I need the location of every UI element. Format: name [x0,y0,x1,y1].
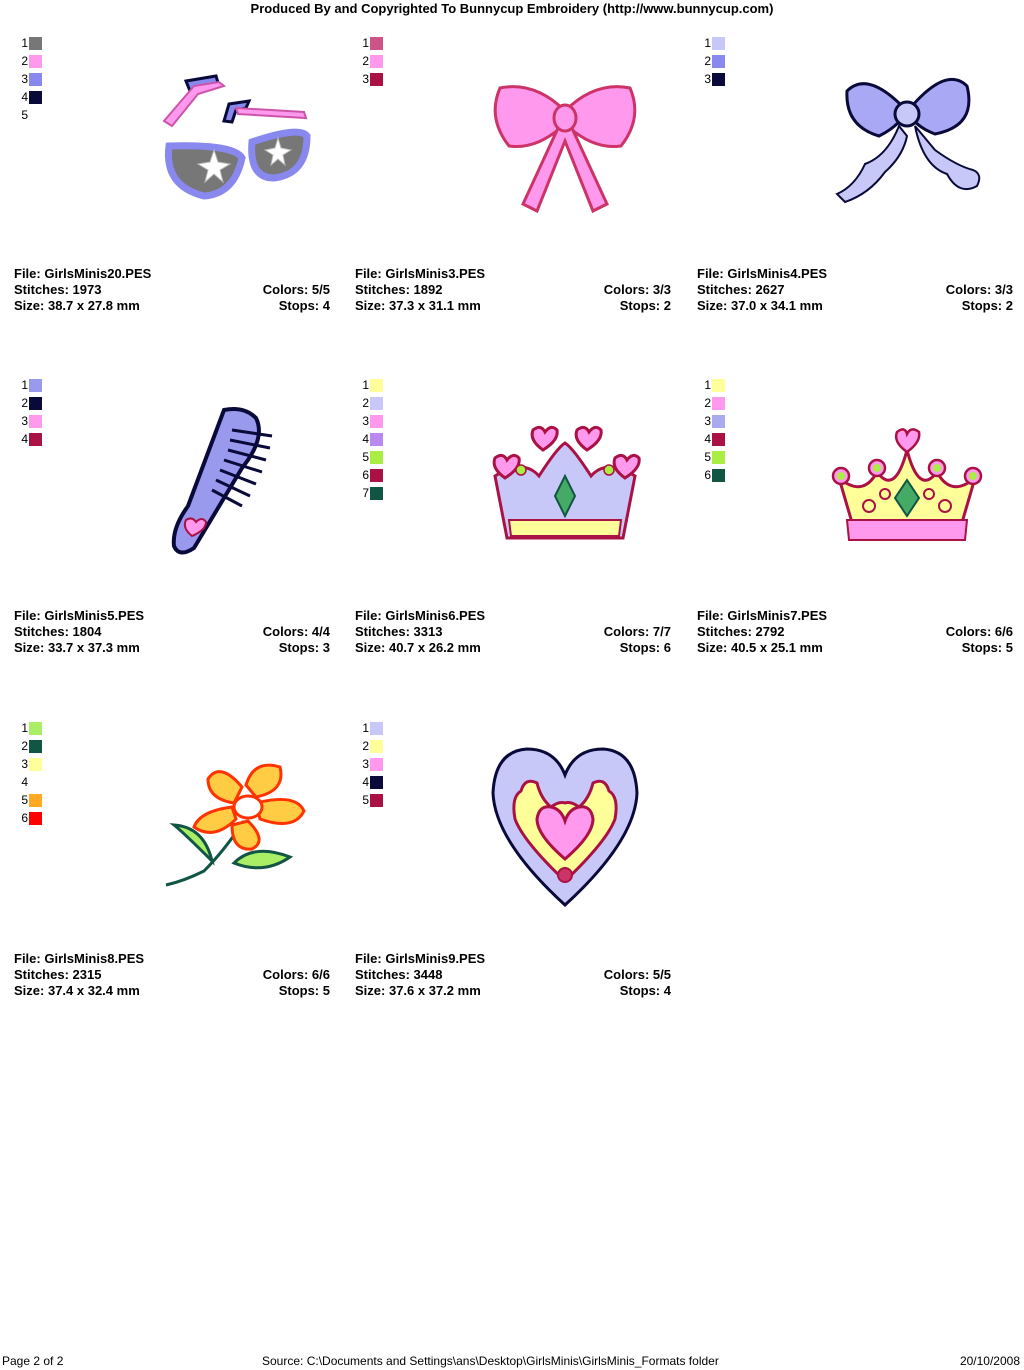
size-field: Size: 38.7 x 27.8 mm [14,298,140,313]
swatch-color [29,91,42,104]
color-swatch-row [20,719,42,737]
size-value: 37.3 x 31.1 mm [388,298,481,313]
colors-value: 4/4 [311,624,330,639]
design-card [14,16,330,313]
swatch-number: 5 [21,108,28,122]
color-swatch-row [20,809,42,827]
stitches-value: 3313 [413,624,443,639]
swatch-number: 4 [362,775,369,789]
swatch-number: 4 [362,432,369,446]
color-swatch-row [361,376,383,394]
swatch-number: 1 [21,36,28,50]
color-swatch-row [361,34,383,52]
stitches-value: 3448 [413,967,443,982]
size-field: Size: 37.6 x 37.2 mm [355,983,481,998]
design-info [14,951,330,999]
color-swatch-row [703,70,725,88]
swatch-number: 3 [362,757,369,771]
colors-field: Colors: 5/5 [603,967,671,982]
swatch-number: 2 [704,54,711,68]
design-card [14,701,330,998]
color-swatch-row [361,448,383,466]
stitches-field: Stitches: 3448 [355,967,443,982]
stitches-field: Stitches: 2627 [697,282,785,297]
stops-field: Stops: 3 [278,640,330,655]
swatch-number: 1 [362,721,369,735]
file-name: GirlsMinis4.PES [727,266,828,281]
color-swatch-row [361,484,383,502]
source-path: Source: C:\Documents and Settings\ans\Desktop\GirlsMinis\GirlsMinis_Formats folder [262,1354,719,1368]
color-swatch-row [361,755,383,773]
page-number: Page 2 of 2 [2,1354,64,1368]
swatch-color [370,469,383,482]
color-swatch-list [20,34,42,124]
swatch-color [29,812,42,825]
swatch-number: 1 [704,378,711,392]
swatch-number: 2 [362,739,369,753]
size-field: Size: 37.0 x 34.1 mm [697,298,823,313]
color-swatch-row [361,394,383,412]
size-field: Size: 37.3 x 31.1 mm [355,298,481,313]
file-name: GirlsMinis20.PES [44,266,152,281]
stitches-field: Stitches: 2315 [14,967,102,982]
swatch-color [370,73,383,86]
file-label: File: GirlsMinis8.PES [14,951,145,966]
swatch-number: 5 [21,793,28,807]
colors-field: Colors: 6/6 [262,967,330,982]
swatch-color [29,379,42,392]
swatch-number: 2 [21,396,28,410]
stitches-value: 1892 [413,282,443,297]
design-card [697,358,1013,655]
color-swatch-row [20,376,42,394]
swatch-number: 2 [362,54,369,68]
stitches-value: 1973 [72,282,102,297]
design-info [355,608,671,656]
color-swatch-row [703,34,725,52]
design-info [355,266,671,314]
crown-hearts-icon [465,388,665,568]
crown-jewels-icon [807,388,1007,568]
swatch-number: 7 [362,486,369,500]
stops-value: 5 [322,983,330,998]
stitches-field: Stitches: 2792 [697,624,785,639]
size-field: Size: 40.5 x 25.1 mm [697,640,823,655]
swatch-color [370,397,383,410]
file-label: File: GirlsMinis9.PES [355,951,486,966]
size-field: Size: 40.7 x 26.2 mm [355,640,481,655]
color-swatch-row [20,394,42,412]
size-value: 40.5 x 25.1 mm [730,640,823,655]
swatch-number: 3 [21,72,28,86]
swatch-color [712,379,725,392]
swatch-number: 1 [21,721,28,735]
size-value: 37.4 x 32.4 mm [47,983,140,998]
swatch-color [712,469,725,482]
sunglasses-icon [124,46,324,226]
swatch-color [29,722,42,735]
swatch-number: 1 [704,36,711,50]
design-info [14,608,330,656]
color-swatch-list [703,376,725,484]
swatch-color [370,451,383,464]
stops-value: 3 [322,640,330,655]
size-field: Size: 37.4 x 32.4 mm [14,983,140,998]
colors-value: 3/3 [652,282,671,297]
swatch-number: 2 [362,396,369,410]
swatch-number: 3 [362,72,369,86]
swatch-color [29,758,42,771]
swatch-color [29,397,42,410]
file-label: File: GirlsMinis6.PES [355,608,486,623]
colors-value: 6/6 [994,624,1013,639]
design-card [697,16,1013,313]
file-name: GirlsMinis5.PES [44,608,145,623]
color-swatch-row [361,430,383,448]
color-swatch-row [20,88,42,106]
color-swatch-row [703,376,725,394]
colors-field: Colors: 3/3 [603,282,671,297]
flower-icon [124,731,324,911]
colors-value: 7/7 [652,624,671,639]
stitches-value: 2627 [755,282,785,297]
color-swatch-row [361,70,383,88]
color-swatch-row [20,430,42,448]
color-swatch-list [20,719,42,827]
color-swatch-row [20,412,42,430]
color-swatch-row [703,412,725,430]
colors-field: Colors: 6/6 [945,624,1013,639]
stitches-field: Stitches: 1892 [355,282,443,297]
color-swatch-row [361,791,383,809]
color-swatch-row [20,34,42,52]
file-label: File: GirlsMinis3.PES [355,266,486,281]
heart-icon [465,731,665,911]
design-info [355,951,671,999]
swatch-color [29,37,42,50]
swatch-color [712,397,725,410]
file-name: GirlsMinis3.PES [385,266,486,281]
stops-field: Stops: 2 [961,298,1013,313]
file-label: File: GirlsMinis20.PES [14,266,152,281]
swatch-number: 1 [362,36,369,50]
color-swatch-row [20,52,42,70]
color-swatch-row [361,52,383,70]
color-swatch-row [703,52,725,70]
swatch-number: 6 [362,468,369,482]
comb-icon [124,388,324,568]
swatch-color [370,794,383,807]
stitches-value: 2315 [72,967,102,982]
swatch-color [370,37,383,50]
file-label: File: GirlsMinis4.PES [697,266,828,281]
color-swatch-row [20,106,42,124]
swatch-color [370,433,383,446]
swatch-color [29,433,42,446]
size-value: 40.7 x 26.2 mm [388,640,481,655]
stops-field: Stops: 5 [961,640,1013,655]
file-name: GirlsMinis6.PES [385,608,486,623]
page-header: Produced By and Copyrighted To Bunnycup Embroidery (http://www.bunnycup.com) [250,1,774,16]
colors-value: 6/6 [311,967,330,982]
colors-value: 3/3 [994,282,1013,297]
color-swatch-row [703,448,725,466]
color-swatch-list [361,376,383,502]
swatch-color [29,73,42,86]
size-field: Size: 33.7 x 37.3 mm [14,640,140,655]
color-swatch-row [361,466,383,484]
colors-field: Colors: 4/4 [262,624,330,639]
swatch-color [29,55,42,68]
swatch-color [29,415,42,428]
swatch-color [370,722,383,735]
stops-field: Stops: 2 [619,298,671,313]
design-card [14,358,330,655]
color-swatch-row [361,412,383,430]
stops-value: 4 [322,298,330,313]
stops-value: 6 [663,640,671,655]
print-date: 20/10/2008 [959,1354,1020,1368]
stitches-field: Stitches: 1804 [14,624,102,639]
color-swatch-row [703,394,725,412]
color-swatch-list [361,719,383,809]
size-value: 37.6 x 37.2 mm [388,983,481,998]
swatch-number: 5 [362,793,369,807]
swatch-number: 4 [21,775,28,789]
colors-value: 5/5 [652,967,671,982]
swatch-color [29,109,42,122]
design-card [355,701,671,998]
stops-field: Stops: 4 [278,298,330,313]
file-name: GirlsMinis7.PES [727,608,828,623]
design-info [697,266,1013,314]
color-swatch-list [361,34,383,88]
swatch-color [370,55,383,68]
swatch-color [29,740,42,753]
swatch-color [712,433,725,446]
stops-value: 5 [1005,640,1013,655]
swatch-number: 4 [704,432,711,446]
swatch-color [370,740,383,753]
stops-field: Stops: 6 [619,640,671,655]
stops-field: Stops: 5 [278,983,330,998]
file-label: File: GirlsMinis5.PES [14,608,145,623]
stitches-value: 1804 [72,624,102,639]
stitches-value: 2792 [755,624,785,639]
swatch-color [712,451,725,464]
swatch-number: 2 [21,54,28,68]
color-swatch-row [703,430,725,448]
file-name: GirlsMinis8.PES [44,951,145,966]
swatch-number: 3 [704,414,711,428]
ribbon-bow-icon [465,46,665,226]
design-info [697,608,1013,656]
swatch-number: 1 [21,378,28,392]
swatch-color [712,55,725,68]
design-card [355,16,671,313]
swatch-color [370,758,383,771]
file-name: GirlsMinis9.PES [385,951,486,966]
color-swatch-row [361,737,383,755]
size-value: 33.7 x 37.3 mm [47,640,140,655]
design-info [14,266,330,314]
color-swatch-list [703,34,725,88]
swatch-color [712,37,725,50]
colors-value: 5/5 [311,282,330,297]
swatch-number: 3 [21,757,28,771]
swatch-color [29,794,42,807]
size-value: 37.0 x 34.1 mm [730,298,823,313]
colors-field: Colors: 7/7 [603,624,671,639]
color-swatch-list [20,376,42,448]
swatch-number: 3 [362,414,369,428]
stops-field: Stops: 4 [619,983,671,998]
color-swatch-row [20,70,42,88]
colors-field: Colors: 3/3 [945,282,1013,297]
swatch-number: 6 [21,811,28,825]
swatch-color [370,379,383,392]
hair-bow-icon [807,46,1007,226]
color-swatch-row [703,466,725,484]
swatch-color [712,73,725,86]
swatch-number: 5 [704,450,711,464]
swatch-color [370,487,383,500]
swatch-number: 6 [704,468,711,482]
swatch-color [370,776,383,789]
swatch-number: 2 [704,396,711,410]
size-value: 38.7 x 27.8 mm [47,298,140,313]
stops-value: 2 [663,298,671,313]
stitches-field: Stitches: 3313 [355,624,443,639]
swatch-color [370,415,383,428]
swatch-number: 3 [21,414,28,428]
stitches-field: Stitches: 1973 [14,282,102,297]
swatch-number: 4 [21,432,28,446]
color-swatch-row [361,719,383,737]
swatch-number: 1 [362,378,369,392]
swatch-color [29,776,42,789]
swatch-number: 5 [362,450,369,464]
swatch-number: 2 [21,739,28,753]
color-swatch-row [361,773,383,791]
color-swatch-row [20,791,42,809]
swatch-color [712,415,725,428]
design-card [355,358,671,655]
color-swatch-row [20,773,42,791]
colors-field: Colors: 5/5 [262,282,330,297]
file-label: File: GirlsMinis7.PES [697,608,828,623]
stops-value: 2 [1005,298,1013,313]
color-swatch-row [20,737,42,755]
stops-value: 4 [663,983,671,998]
swatch-number: 4 [21,90,28,104]
color-swatch-row [20,755,42,773]
swatch-number: 3 [704,72,711,86]
